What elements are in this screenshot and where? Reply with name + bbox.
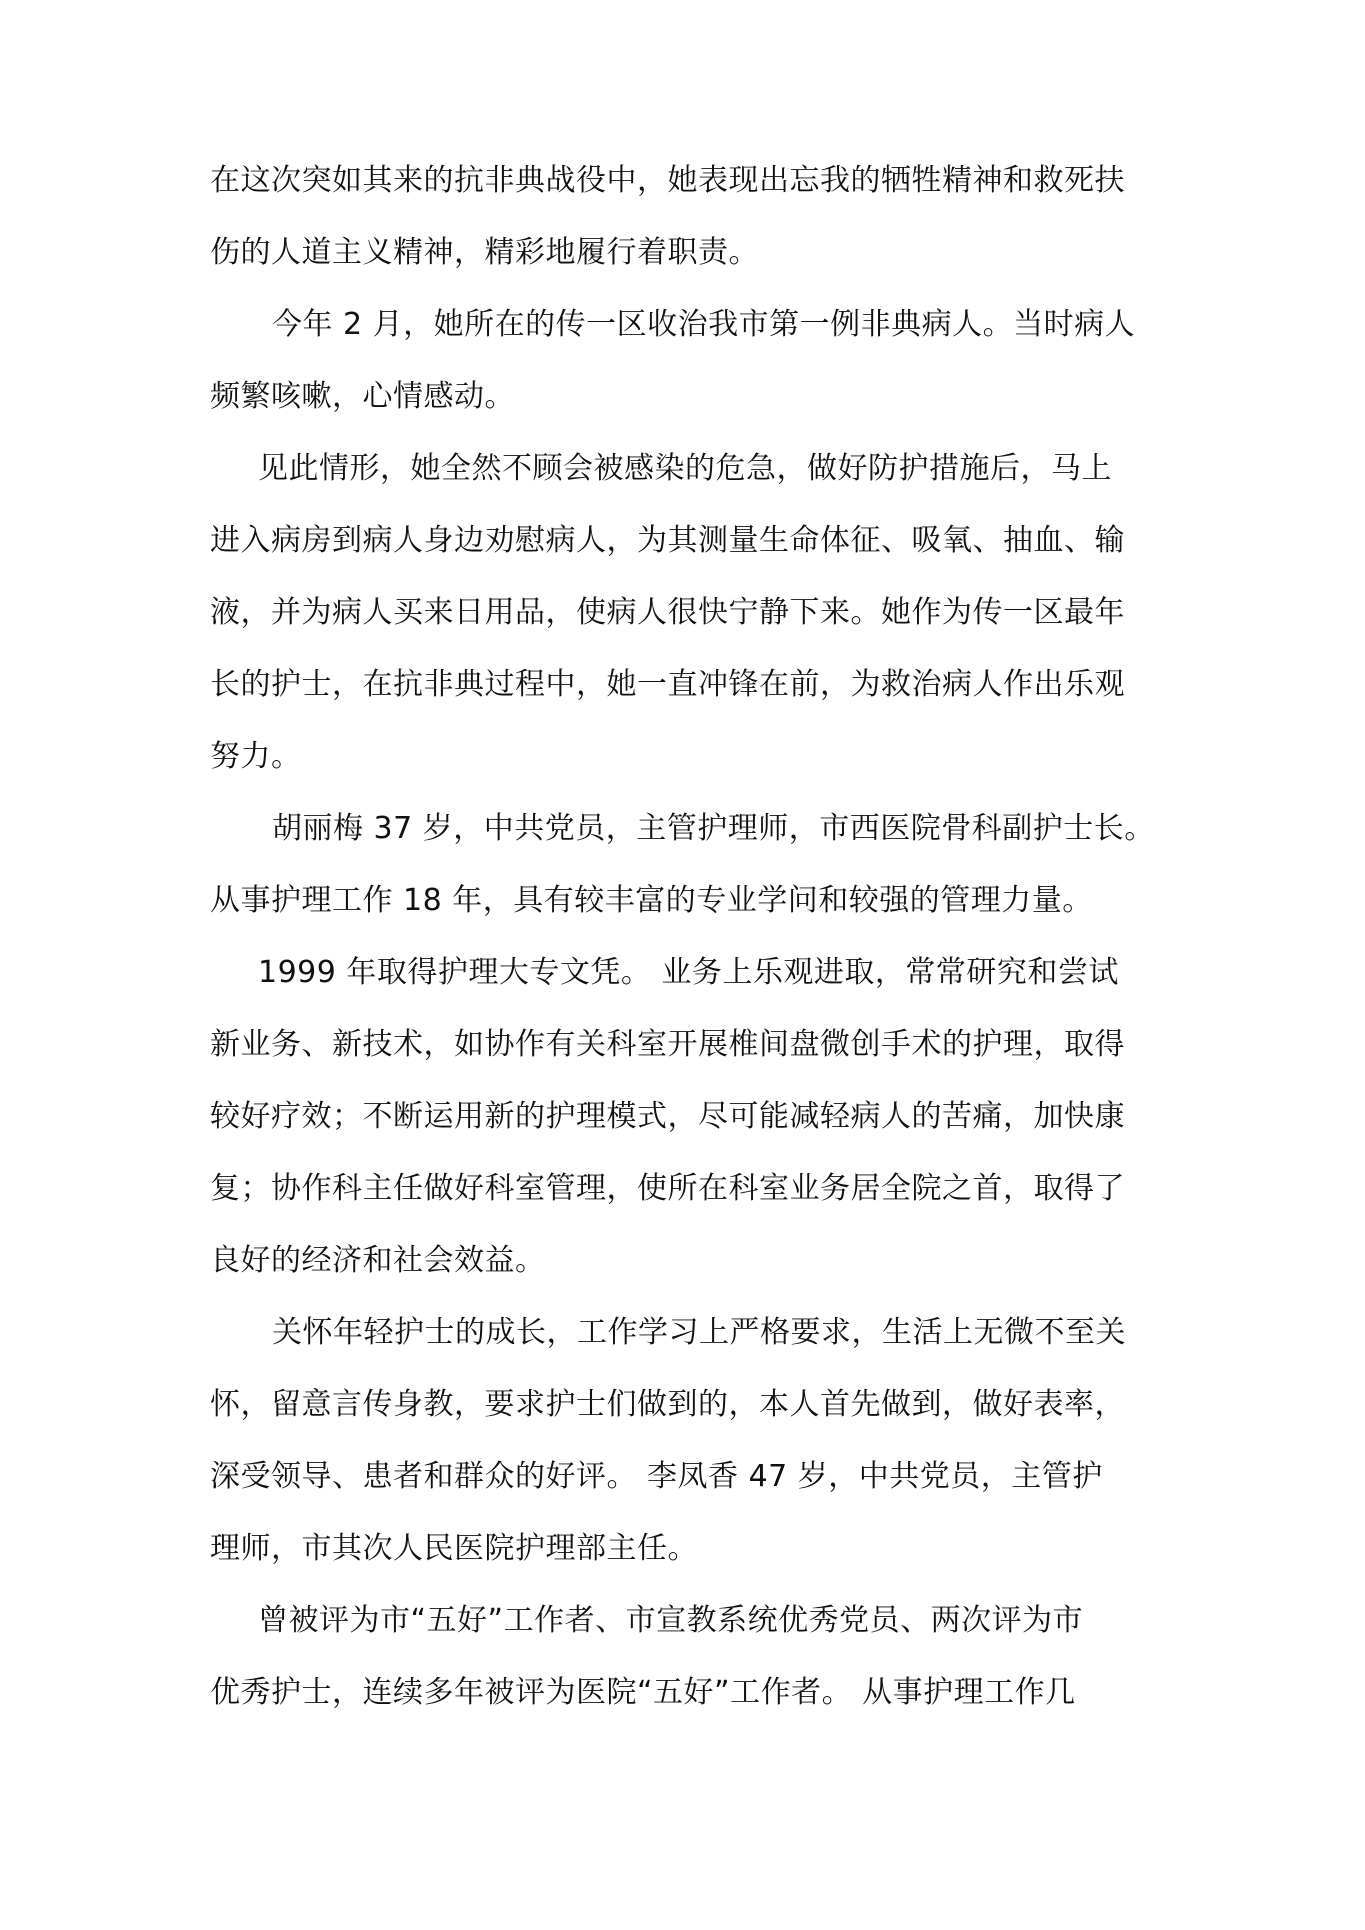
text-line: 进入病房到病人身边劝慰病人，为其测量生命体征、吸氧、抽血、输 (210, 523, 1125, 558)
text-line: 努力。 (210, 739, 302, 774)
text-line: 1999 年取得护理大专文凭。 业务上乐观进取，常常研究和尝试 (258, 955, 1119, 990)
text-line: 胡丽梅 37 岁，中共党员，主管护理师，市西医院骨科副护士长。 (272, 811, 1155, 846)
text-line: 伤的人道主义精神，精彩地履行着职责。 (210, 235, 759, 270)
text-line: 怀，留意言传身教，要求护士们做到的，本人首先做到，做好表率， (210, 1387, 1125, 1422)
text-line: 关怀年轻护士的成长，工作学习上严格要求，生活上无微不至关 (272, 1315, 1126, 1350)
text-line: 见此情形，她全然不顾会被感染的危急，做好防护措施后，马上 (258, 451, 1112, 486)
text-line: 从事护理工作 18 年，具有较丰富的专业学问和较强的管理力量。 (210, 883, 1093, 918)
document-body (210, 145, 1200, 1729)
text-line: 深受领导、患者和群众的好评。 李凤香 47 岁，中共党员，主管护 (210, 1459, 1103, 1494)
text-line: 频繁咳嗽，心情感动。 (210, 379, 515, 414)
text-line: 今年 2 月，她所在的传一区收治我市第一例非典病人。当时病人 (272, 307, 1136, 342)
text-line: 长的护士，在抗非典过程中，她一直冲锋在前，为救治病人作出乐观 (210, 667, 1125, 702)
text-line: 优秀护士，连续多年被评为医院“五好”工作者。 从事护理工作几 (210, 1675, 1076, 1710)
text-line: 良好的经济和社会效益。 (210, 1243, 546, 1278)
text-line: 较好疗效；不断运用新的护理模式，尽可能减轻病人的苦痛，加快康 (210, 1099, 1125, 1134)
text-line: 新业务、新技术，如协作有关科室开展椎间盘微创手术的护理，取得 (210, 1027, 1125, 1062)
text-line: 理师，市其次人民医院护理部主任。 (210, 1531, 698, 1566)
text-line: 曾被评为市“五好”工作者、市宣教系统优秀党员、两次评为市 (258, 1603, 1084, 1638)
text-line: 液，并为病人买来日用品，使病人很快宁静下来。她作为传一区最年 (210, 595, 1125, 630)
text-line: 复；协作科主任做好科室管理，使所在科室业务居全院之首，取得了 (210, 1171, 1125, 1206)
text-line: 在这次突如其来的抗非典战役中，她表现出忘我的牺牲精神和救死扶 (210, 163, 1125, 198)
